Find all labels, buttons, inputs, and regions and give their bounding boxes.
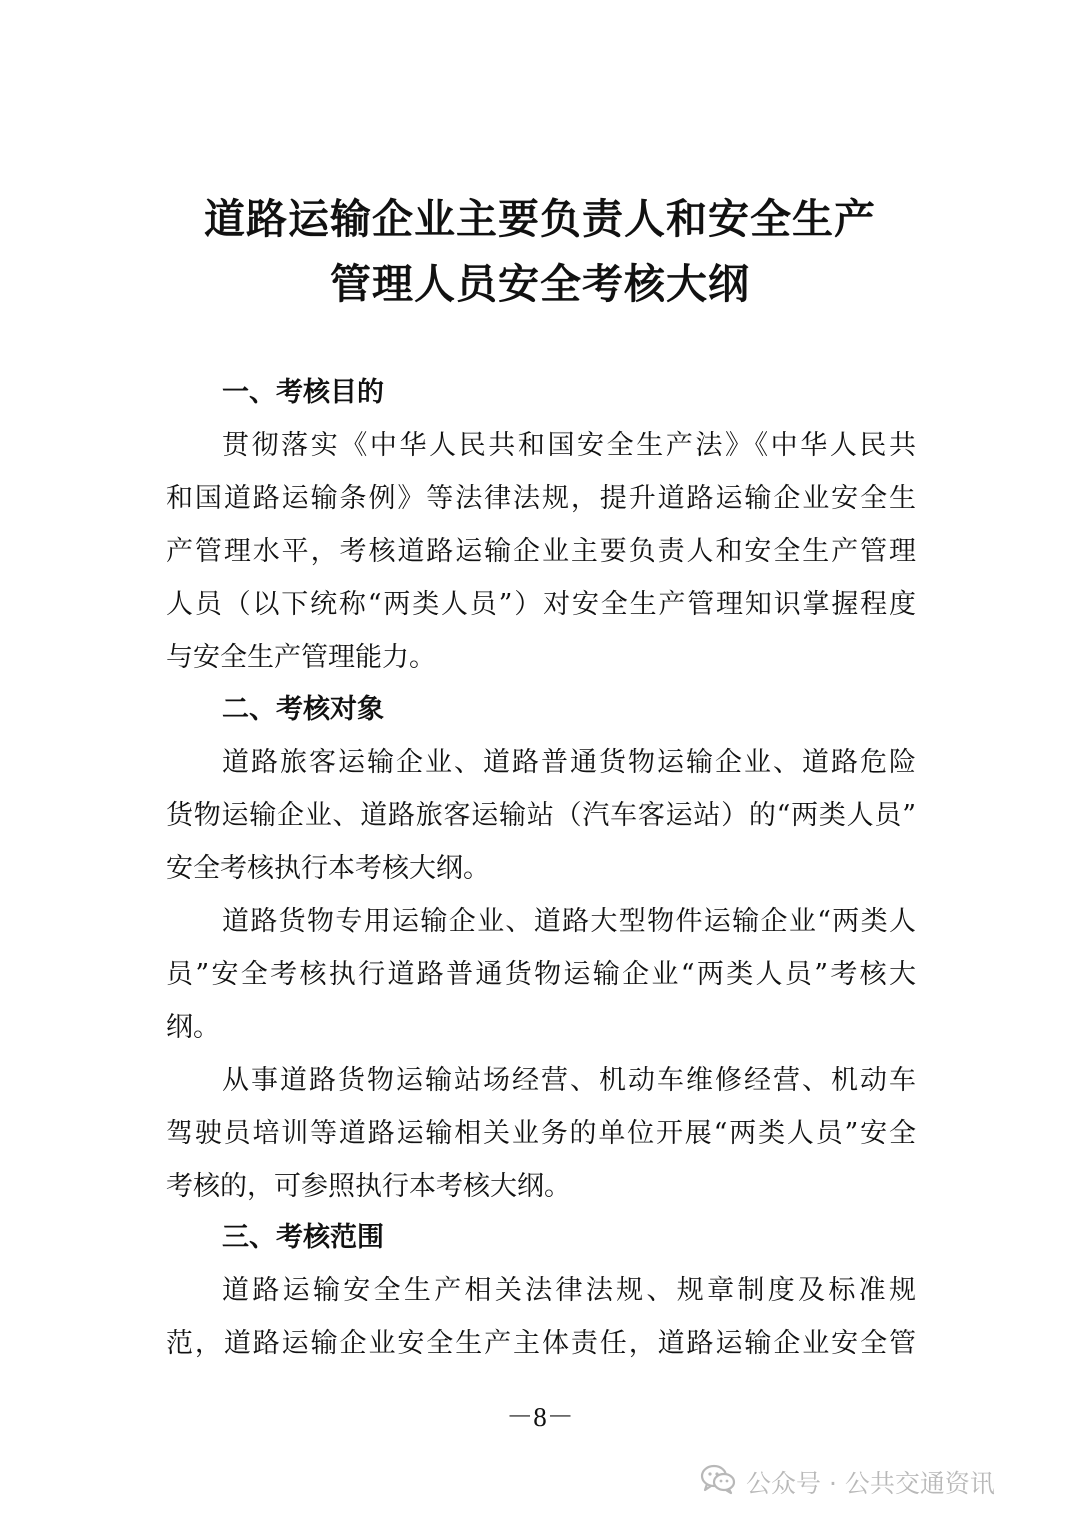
section-2-para-3-line: 驾驶员培训等道路运输相关业务的单位开展“两类人员”安全 <box>166 1118 916 1149</box>
section-3-heading: 三、考核范围 <box>222 1222 384 1253</box>
section-3-line: 范，道路运输企业安全生产主体责任，道路运输企业安全管 <box>166 1328 916 1359</box>
document-title-line-1: 道路运输企业主要负责人和安全生产 <box>204 195 876 243</box>
watermark <box>700 1462 995 1502</box>
section-2-para-3-line: 考核的，可参照执行本考核大纲。 <box>166 1171 571 1202</box>
section-2-heading: 二、考核对象 <box>222 694 384 725</box>
section-2-para-1-line: 货物运输企业、道路旅客运输站（汽车客运站）的“两类人员” <box>166 800 916 831</box>
document-title-line-2: 管理人员安全考核大纲 <box>330 260 750 308</box>
section-3-line: 道路运输安全生产相关法律法规、规章制度及标准规 <box>222 1275 916 1306</box>
watermark-text: 公众号 · 公共交通资讯 <box>746 1469 995 1498</box>
wechat-icon <box>700 1463 746 1501</box>
section-2-para-1-line: 安全考核执行本考核大纲。 <box>166 853 490 884</box>
section-1-line: 产管理水平，考核道路运输企业主要负责人和安全生产管理 <box>166 536 916 567</box>
section-1-line: 人员（以下统称“两类人员”）对安全生产管理知识掌握程度 <box>166 589 916 620</box>
section-1-heading: 一、考核目的 <box>222 377 384 408</box>
section-1-line: 与安全生产管理能力。 <box>166 642 436 673</box>
section-1-line: 贯彻落实《中华人民共和国安全生产法》《中华人民共 <box>222 430 916 461</box>
section-2-para-3-line: 从事道路货物运输站场经营、机动车维修经营、机动车 <box>222 1065 916 1096</box>
section-2-para-2-line: 纲。 <box>166 1012 220 1043</box>
section-2-para-2-line: 员”安全考核执行道路普通货物运输企业“两类人员”考核大 <box>166 959 916 990</box>
page-number: －8－ <box>506 1402 574 1432</box>
section-2-para-2-line: 道路货物专用运输企业、道路大型物件运输企业“两类人 <box>222 906 916 937</box>
section-2-para-1-line: 道路旅客运输企业、道路普通货物运输企业、道路危险 <box>222 747 916 778</box>
section-1-line: 和国道路运输条例》等法律法规，提升道路运输企业安全生 <box>166 483 916 514</box>
